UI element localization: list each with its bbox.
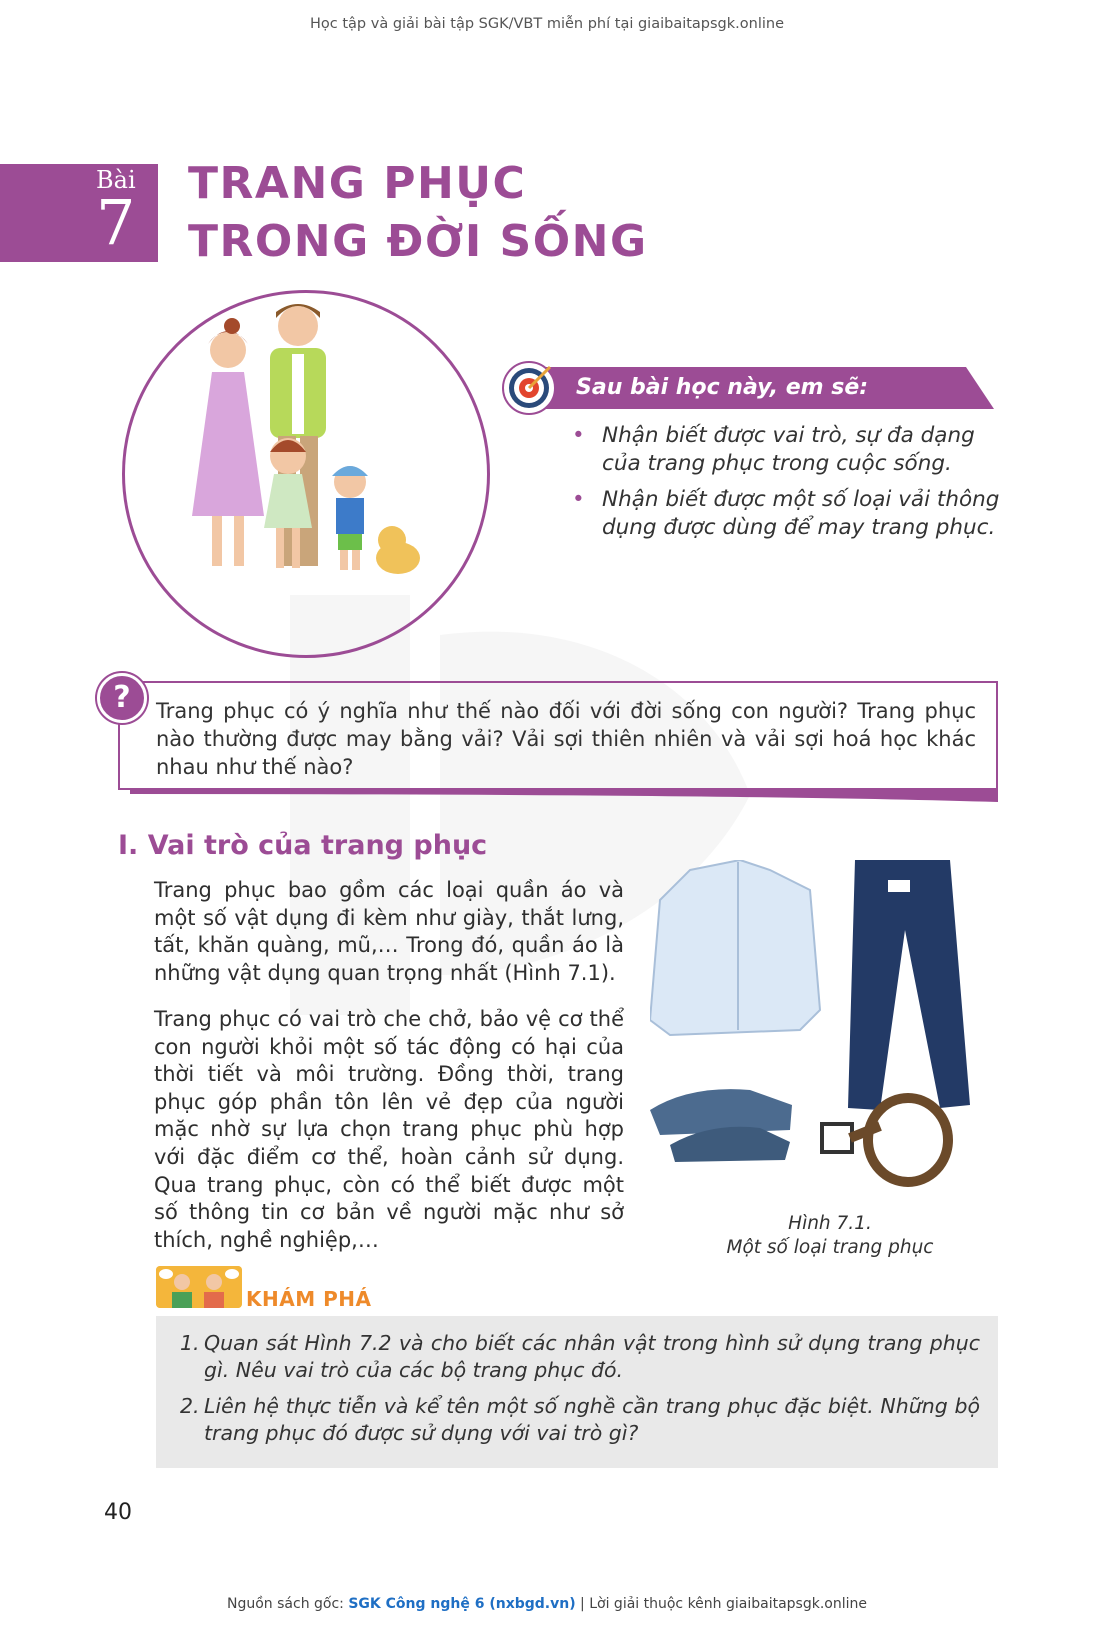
footer-prefix: Nguồn sách gốc: (227, 1596, 349, 1612)
explore-item-number: 2. (180, 1394, 200, 1418)
lesson-word: Bài (96, 166, 136, 194)
objective-item: • Nhận biết được vai trò, sự đa dạng của trang phục trong cuộc sống. (572, 422, 1002, 478)
explore-item (180, 1393, 980, 1447)
target-icon (502, 361, 556, 415)
body-paragraph: Trang phục bao gồm các loại quần áo và một số vật dụng đi kèm như giày, thắt lưng, tất, khăn quàng, mũ,… Trong đó, quần áo là những vật dụng quan trọng nhất (Hình 7.1). (154, 878, 624, 985)
explore-item (180, 1330, 980, 1384)
explore-item-text: Quan sát Hình 7.2 và cho biết các nhân vật trong hình sử dụng trang phục gì. Nêu vai trò của các bộ trang phục đó. (204, 1331, 980, 1382)
header-note: Học tập và giải bài tập SGK/VBT miễn phí tại giaibaitapsgk.online (310, 16, 784, 32)
explore-people-icon (156, 1266, 242, 1308)
question-text: Trang phục có ý nghĩa như thế nào đối với đời sống con người? Trang phục nào thường được may bằng vải? Vải sợi thiên nhiên và vải sợi hoá học khác nhau như thế nào? (156, 699, 976, 779)
explore-list (180, 1330, 980, 1456)
explore-label: KHÁM PHÁ (246, 1287, 372, 1311)
figure-caption-line-2: Một số loại trang phục (726, 1237, 934, 1258)
trousers-image (848, 860, 970, 1110)
section-heading: I. Vai trò của trang phục (118, 830, 488, 861)
lesson-title-line-2: TRONG ĐỜI SỐNG (188, 216, 648, 267)
belt-image (822, 1098, 948, 1182)
family-illustration (160, 296, 440, 596)
figure-caption (700, 1212, 960, 1260)
objectives-heading: Sau bài học này, em sẽ: (576, 375, 869, 400)
shirt-image (650, 860, 820, 1035)
body-paragraph: Trang phục có vai trò che chở, bảo vệ cơ thể con người khỏi một số tác động có hại của thời tiết và môi trường. Đồng thời, trang phục góp phần tôn lên vẻ đẹp của người mặc nhờ sự lựa chọn trang phục phù hợp với đặc điểm cơ thể, hoàn cảnh sử dụng. Qua trang phục, còn có thể biết được một số thông tin cơ bản về người mặc như sở thích, nghề nghiệp,… (154, 1007, 624, 1252)
footer-suffix: | Lời giải thuộc kênh giaibaitapsgk.online (575, 1596, 867, 1612)
explore-item-number: 1. (180, 1331, 200, 1355)
figure-caption-line-1: Hình 7.1. (788, 1213, 872, 1234)
lesson-number: 7 (96, 186, 136, 259)
clothing-items-illustration (650, 860, 1010, 1210)
question-icon: ? (97, 673, 147, 723)
question-box-accent (130, 790, 1000, 804)
objective-item: • Nhận biết được một số loại vải thông dụng được dùng để may trang phục. (572, 486, 1002, 542)
explore-item-text: Liên hệ thực tiễn và kể tên một số nghề cần trang phục đặc biệt. Những bộ trang phục đó được sử dụng với vai trò gì? (204, 1394, 980, 1445)
page-number: 40 (104, 1500, 132, 1525)
footer-note (0, 1596, 1094, 1612)
lesson-title-line-1: TRANG PHỤC (188, 158, 527, 209)
footer-source-link[interactable]: SGK Công nghệ 6 (nxbgd.vn) (348, 1596, 576, 1612)
objectives-list (572, 422, 1002, 550)
